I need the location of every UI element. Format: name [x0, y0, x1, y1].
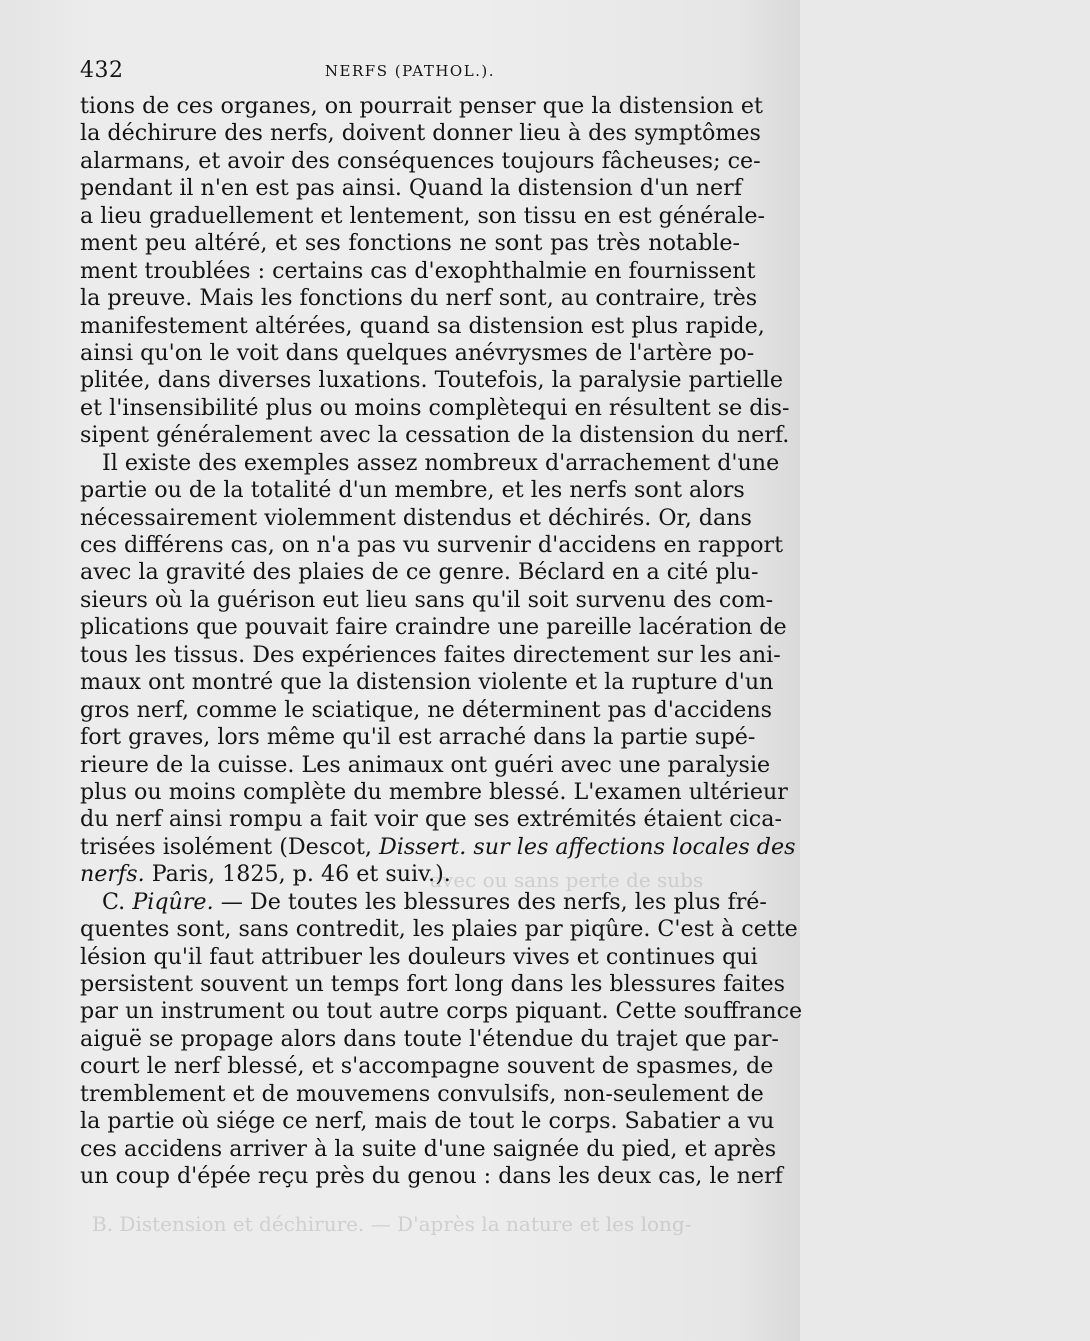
text-line: nécessairement violemment distendus et déchirés. Or, dans [80, 504, 752, 531]
text-line: par un instrument ou tout autre corps piquant. Cette souffrance [80, 998, 803, 1025]
text-line: Il existe des exemples assez nombreux d'arrachement d'une [102, 449, 780, 476]
text-line: ment peu altéré, et ses fonctions ne sont pas très notable- [80, 230, 740, 257]
text-line: quentes sont, sans contredit, les plaies par piqûre. C'est à cette [80, 916, 798, 943]
citation-author: trisées isolément (Descot, [80, 833, 372, 860]
citation-details: Paris, 1825, p. 46 et suiv.). [151, 861, 451, 888]
text-line: ces accidens arriver à la suite d'une saignée du pied, et après [80, 1135, 777, 1162]
text-line: plus ou moins complète du membre blessé. L'examen ultérieur [80, 778, 788, 805]
text-line: tremblement et de mouvemens convulsifs, non-seulement de [80, 1080, 764, 1107]
text-line: tous les tissus. Des expériences faites directement sur les ani- [80, 641, 781, 668]
text-line: un coup d'épée reçu près du genou : dans les deux cas, le nerf [80, 1163, 783, 1190]
text-line: et l'insensibilité plus ou moins complètequi en résultent se dis- [80, 394, 790, 421]
text-line: fort graves, lors même qu'il est arraché dans la partie supé- [80, 724, 756, 751]
text-line: aiguë se propage alors dans toute l'étendue du trajet que par- [80, 1025, 779, 1052]
section-heading: Piqûre. [132, 888, 214, 915]
text-line: avec la gravité des plaies de ce genre. Béclard en a cité plu- [80, 559, 759, 586]
text-line: ces différens cas, on n'a pas vu survenir d'accidens en rapport [80, 532, 784, 558]
page-header [80, 58, 740, 88]
text-line: gros nerf, comme le sciatique, ne déterminent pas d'accidens [80, 696, 772, 723]
text-line: ainsi qu'on le voit dans quelques anévrysmes de l'artère po- [80, 339, 755, 366]
text-line: lésion qu'il faut attribuer les douleurs vives et continues qui [80, 943, 758, 970]
citation-title-end: nerfs. [80, 861, 145, 888]
text-line: plitée, dans diverses luxations. Toutefois, la paralysie partielle [80, 367, 784, 394]
text-line: la preuve. Mais les fonctions du nerf sont, au contraire, très [80, 285, 758, 312]
citation-title: Dissert. sur les affections locales des [378, 833, 796, 860]
text-line: court le nerf blessé, et s'accompagne souvent de spasmes, de [80, 1053, 774, 1080]
page-number: 432 [80, 58, 124, 83]
text-line [80, 861, 740, 888]
section-letter: C. [102, 888, 126, 915]
text-line: la partie où siége ce nerf, mais de tout le corps. Sabatier a vu [80, 1108, 775, 1135]
text-line: maux ont montré que la distension violente et la rupture d'un [80, 669, 774, 696]
text-line [80, 888, 767, 916]
text-line: pendant il n'en est pas ainsi. Quand la distension d'un nerf [80, 175, 742, 202]
running-head: NERFS (PATHOL.). [324, 62, 496, 80]
text-line: alarmans, et avoir des conséquences toujours fâcheuses; ce- [80, 147, 761, 174]
text-line: plications que pouvait faire craindre une pareille lacération de [80, 614, 787, 641]
text-line: partie ou de la totalité d'un membre, et les nerfs sont alors [80, 477, 745, 504]
bleed-through-text: avec ou sans perte de subs [430, 868, 704, 892]
text-line: sipent généralement avec la cessation de la distension du nerf. [80, 422, 790, 449]
text-line: rieure de la cuisse. Les animaux ont guéri avec une paralysie [80, 751, 771, 778]
section-text: — De toutes les blessures des nerfs, les plus fré- [220, 888, 767, 915]
text-line: tions de ces organes, on pourrait penser que la distension et [80, 93, 763, 119]
text-line: persistent souvent un temps fort long dans les blessures faites [80, 971, 786, 997]
bleed-through-text: B. Distension et déchirure. — D'après la nature et les long- [92, 1212, 692, 1236]
text-line: a lieu graduellement et lentement, son tissu en est générale- [80, 202, 765, 229]
text-line: la déchirure des nerfs, doivent donner lieu à des symptômes [80, 120, 761, 147]
text-line: sieurs où la guérison eut lieu sans qu'il soit survenu des com- [80, 586, 774, 613]
text-line: manifestement altérées, quand sa distension est plus rapide, [80, 312, 765, 339]
body-text [80, 93, 803, 1191]
text-line [80, 833, 796, 861]
text-line: ment troublées : certains cas d'exophthalmie en fournissent [80, 257, 756, 284]
text-line: du nerf ainsi rompu a fait voir que ses extrémités étaient cica- [80, 806, 782, 833]
